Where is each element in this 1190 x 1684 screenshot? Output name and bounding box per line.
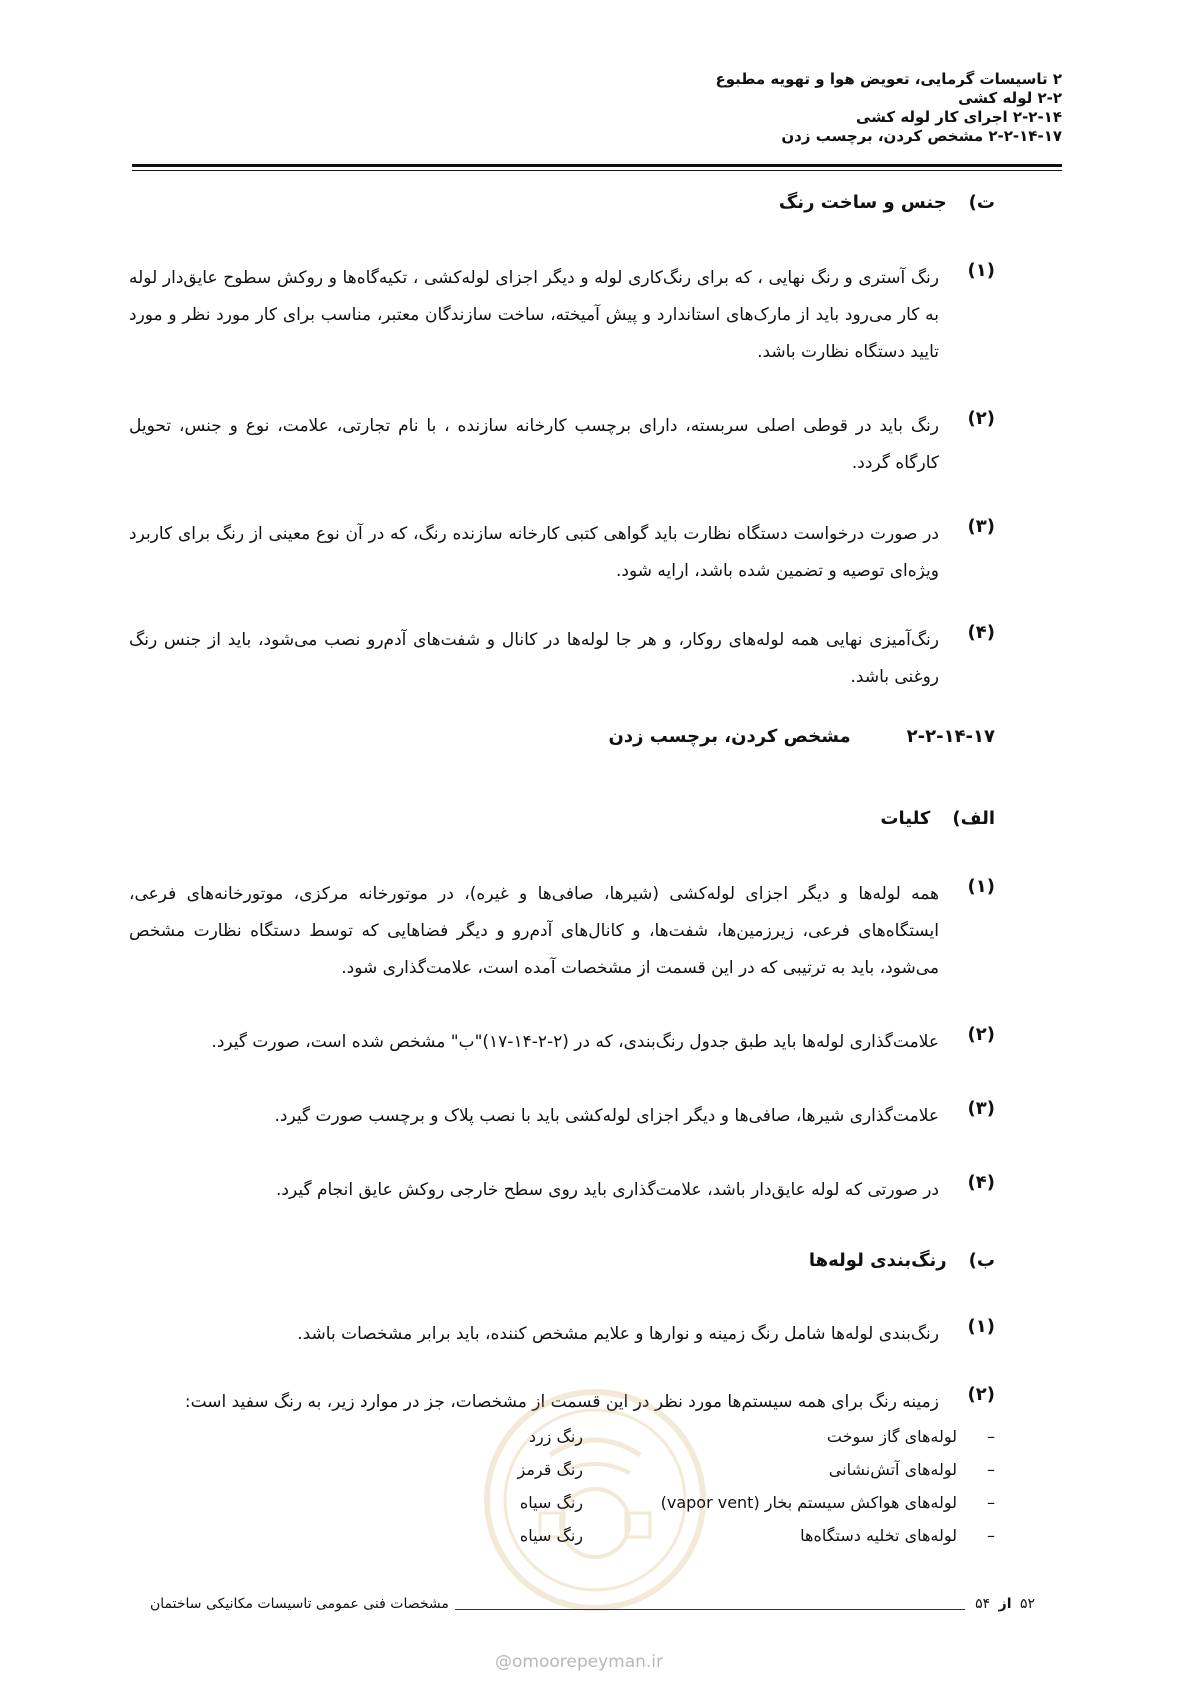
item-text: رنگ باید در قوطی اصلی سربسته، دارای برچسب کارخانه سازنده ، با نام تجارتی، علامت، نوع و جنس، تحویل کارگاه گردد.	[129, 416, 939, 473]
list-item	[435, 1519, 995, 1552]
header-line-4: ۲-۲-۱۴-۱۷ مشخص کردن، برچسب زدن	[781, 127, 1062, 145]
list-color: رنگ سیاه	[519, 1526, 583, 1545]
list-label: لوله‌های تخلیه دستگاه‌ها	[800, 1526, 957, 1545]
item-text: در صورتی که لوله عایق‌دار باشد، علامت‌گذاری باید روی سطح خارجی روکش عایق انجام گیرد.	[275, 1180, 939, 1200]
heading-title: جنس و ساخت رنگ	[778, 192, 947, 213]
list-color: رنگ قرمز	[517, 1460, 583, 1479]
item-number: (۲)	[967, 1384, 995, 1405]
item-number: (۴)	[967, 622, 995, 643]
heading-t	[779, 192, 995, 213]
list-dash: –	[987, 1493, 995, 1512]
list-item	[435, 1420, 995, 1453]
section-title: مشخص کردن، برچسب زدن	[608, 726, 851, 747]
paragraph-alef-1	[129, 876, 995, 987]
paragraph-b-1	[129, 1316, 995, 1353]
item-text: زمینه رنگ برای همه سیستم‌ها مورد نظر در این قسمت از مشخصات، جز در موارد زیر، به رنگ سفید است:	[184, 1392, 939, 1412]
heading-marker: ت)	[968, 192, 995, 213]
heading-title: کلیات	[880, 808, 931, 829]
header-line-1: ۲ تاسیسات گرمایی، تعویض هوا و تهویه مطبوع	[715, 70, 1062, 88]
list-label: لوله‌های هواکش سیستم بخار (vapor vent)	[660, 1493, 957, 1512]
paragraph-alef-3	[129, 1098, 995, 1135]
item-number: (۴)	[967, 1172, 995, 1193]
list-dash: –	[987, 1526, 995, 1545]
paragraph-alef-2	[129, 1024, 995, 1061]
item-text: علامت‌گذاری لوله‌ها باید طبق جدول رنگ‌بندی، که در (۲-۲-۱۴-۱۷)"ب" مشخص شده است، صورت گیرد.	[211, 1032, 939, 1052]
heading-title: رنگ‌بندی لوله‌ها	[808, 1250, 947, 1271]
item-text: رنگ‌بندی لوله‌ها شامل رنگ زمینه و نوارها و علایم مشخص کننده، باید برابر مشخصات باشد.	[297, 1324, 939, 1344]
pipe-color-list	[435, 1420, 995, 1552]
item-number: (۲)	[967, 1024, 995, 1045]
total-pages: ۵۴	[975, 1596, 991, 1612]
item-number: (۳)	[967, 1098, 995, 1119]
header-divider-thick	[132, 164, 1062, 167]
heading-alef	[880, 808, 995, 829]
header-line-2: ۲-۲ لوله کشی	[958, 89, 1062, 107]
paragraph-t-3	[129, 516, 995, 590]
item-text: همه لوله‌ها و دیگر اجزای لوله‌کشی (شیرها، صافی‌ها و غیره)، در موتورخانه مرکزی، موتورخانه‌های فرعی، ایستگاه‌های فرعی، زیرزمین‌ها، شفت‌ها، و کانال‌های آدم‌رو و دیگر فضاهایی که توسط دستگاه نظارت مشخص می‌شود، باید به ترتیبی که در این قسمت از مشخصات آمده است، علامت‌گذاری شود.	[129, 884, 939, 978]
item-text: در صورت درخواست دستگاه نظارت باید گواهی کتبی کارخانه سازنده رنگ، که در آن نوع معینی از رنگ برای کاربرد ویژه‌ای توصیه و تضمین شده باشد، ارایه شود.	[129, 524, 939, 581]
list-color: رنگ زرد	[528, 1427, 583, 1446]
current-page: ۵۲	[1019, 1596, 1035, 1612]
item-number: (۲)	[967, 408, 995, 429]
page-header	[715, 70, 1062, 146]
list-label: لوله‌های آتش‌نشانی	[828, 1460, 957, 1479]
heading-marker: الف)	[952, 808, 995, 829]
paragraph-alef-4	[129, 1172, 995, 1209]
item-text: علامت‌گذاری شیرها، صافی‌ها و دیگر اجزای لوله‌کشی باید با نصب پلاک و برچسب صورت گیرد.	[274, 1106, 939, 1126]
paragraph-t-2	[129, 408, 995, 482]
item-number: (۱)	[967, 1316, 995, 1337]
list-dash: –	[987, 1460, 995, 1479]
item-number: (۱)	[967, 876, 995, 897]
list-dash: –	[987, 1427, 995, 1446]
item-number: (۳)	[967, 516, 995, 537]
list-color: رنگ سیاه	[519, 1493, 583, 1512]
footer-divider	[455, 1609, 965, 1610]
heading-b	[809, 1250, 995, 1271]
heading-marker: ب)	[968, 1250, 995, 1271]
item-text: رنگ‌آمیزی نهایی همه لوله‌های روکار، و هر جا لوله‌ها در کانال و شفت‌های آدم‌رو نصب می‌شود، باید از جنس رنگ روغنی باشد.	[129, 630, 939, 687]
site-watermark: @omoorepeyman.ir	[495, 1652, 664, 1672]
item-number: (۱)	[967, 260, 995, 281]
page-number	[975, 1596, 1035, 1612]
list-item	[435, 1486, 995, 1519]
paragraph-t-4	[129, 622, 995, 696]
header-divider-thin	[132, 170, 1062, 171]
footer-doc-title: مشخصات فنی عمومی تاسیسات مکانیکی ساختمان	[150, 1596, 449, 1612]
list-label: لوله‌های گاز سوخت	[826, 1427, 957, 1446]
page-of: از	[998, 1596, 1012, 1612]
section-heading-17	[609, 726, 996, 747]
item-text: رنگ آستری و رنگ نهایی ، که برای رنگ‌کاری لوله و دیگر اجزای لوله‌کشی ، تکیه‌گاه‌ها و روکش سطوح عایق‌دار لوله به کار می‌رود باید از مارک‌های استاندارد و پیش آمیخته، ساخت سازندگان معتبر، مناسب برای کار مورد نظر و مورد تایید دستگاه نظارت باشد.	[129, 268, 939, 362]
list-item	[435, 1453, 995, 1486]
header-line-3: ۲-۲-۱۴ اجرای کار لوله کشی	[855, 108, 1062, 126]
section-number: ۲-۲-۱۴-۱۷	[906, 726, 995, 747]
paragraph-t-1	[129, 260, 995, 371]
